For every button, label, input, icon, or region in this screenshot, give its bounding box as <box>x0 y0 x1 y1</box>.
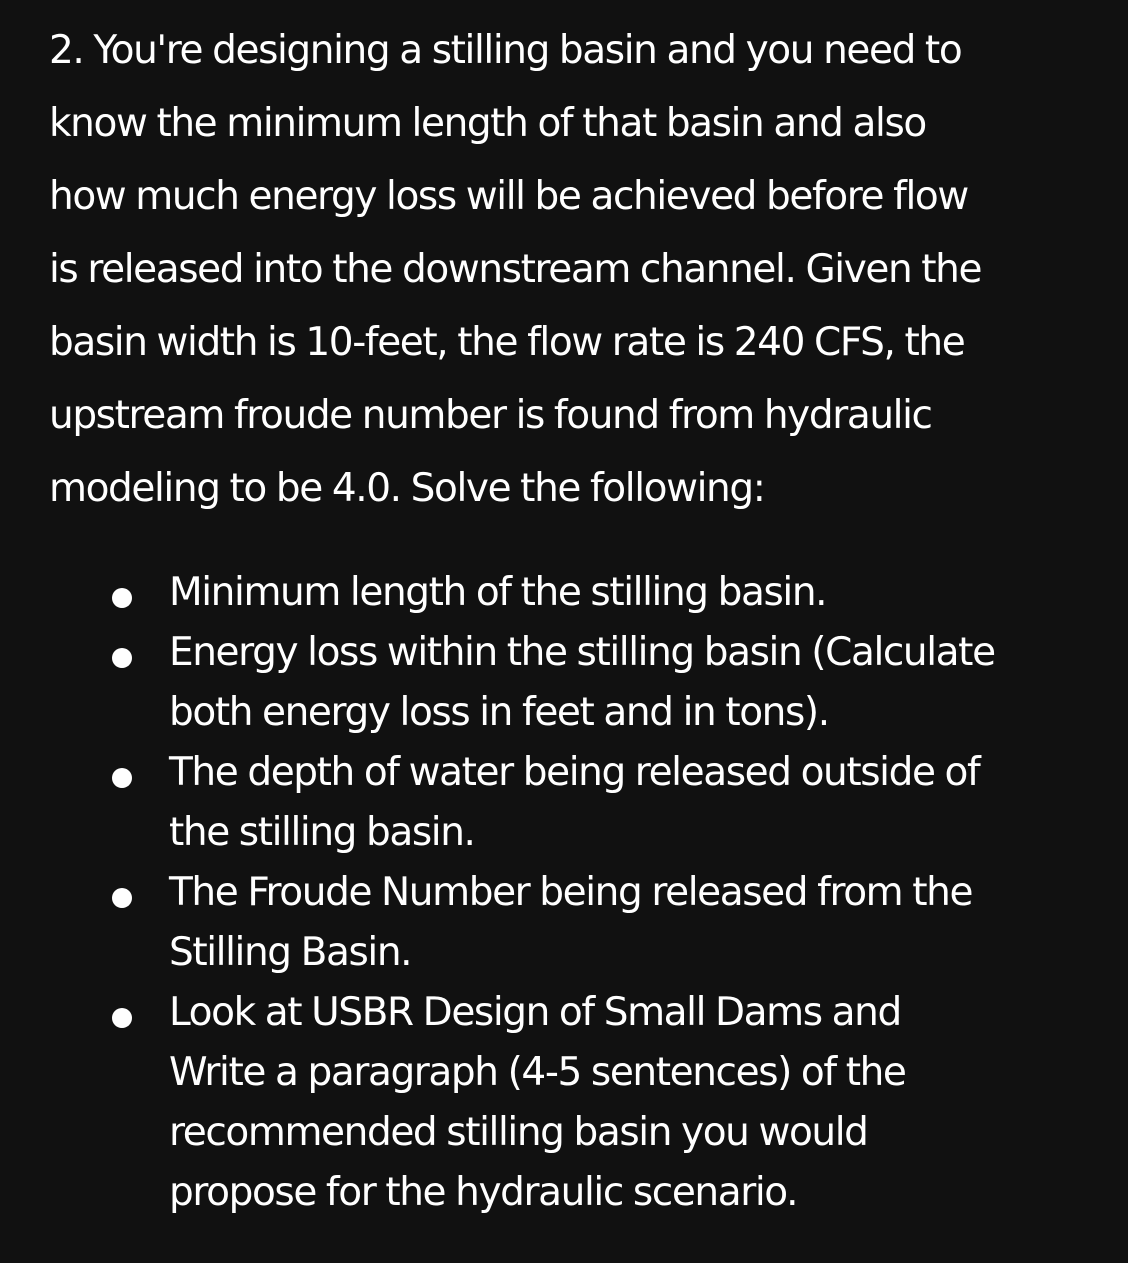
task-line: Look at USBR Design of Small Dams and <box>169 990 901 1035</box>
task-text <box>169 623 1128 743</box>
task-line: The depth of water being released outside of <box>169 750 980 795</box>
task-line: recommended stilling basin you would <box>169 1110 868 1155</box>
task-text <box>169 983 1128 1223</box>
question-line: upstream froude number is found from hydraulic <box>49 393 932 438</box>
task-text <box>169 563 1128 623</box>
task-text <box>169 743 1128 863</box>
task-line: propose for the hydraulic scenario. <box>169 1170 798 1215</box>
bullet-icon <box>112 588 132 608</box>
question-line: is released into the downstream channel. Given the <box>49 247 982 292</box>
task-line: Energy loss within the stilling basin (Calculate <box>169 630 995 675</box>
task-line: Minimum length of the stilling basin. <box>169 570 827 615</box>
bullet-icon <box>112 648 132 668</box>
bullet-icon <box>112 768 132 788</box>
list-item <box>0 863 1128 983</box>
bullet-icon <box>112 1008 132 1028</box>
question-line: know the minimum length of that basin and also <box>49 101 926 146</box>
question-line: basin width is 10-feet, the flow rate is 240 CFS, the <box>49 320 965 365</box>
bullet-icon <box>112 888 132 908</box>
question-line: how much energy loss will be achieved before flow <box>49 174 968 219</box>
task-line: Write a paragraph (4-5 sentences) of the <box>169 1050 906 1095</box>
task-line: both energy loss in feet and in tons). <box>169 690 829 735</box>
task-line: the stilling basin. <box>169 810 475 855</box>
list-item <box>0 743 1128 863</box>
question-paragraph <box>49 14 1128 525</box>
task-line: The Froude Number being released from the <box>169 870 973 915</box>
task-text <box>169 863 1128 983</box>
list-item <box>0 563 1128 623</box>
question-line: modeling to be 4.0. Solve the following: <box>49 466 765 511</box>
task-list <box>0 563 1128 1223</box>
task-line: Stilling Basin. <box>169 930 412 975</box>
question-line: 2. You're designing a stilling basin and you need to <box>49 28 962 73</box>
list-item <box>0 983 1128 1223</box>
list-item <box>0 623 1128 743</box>
